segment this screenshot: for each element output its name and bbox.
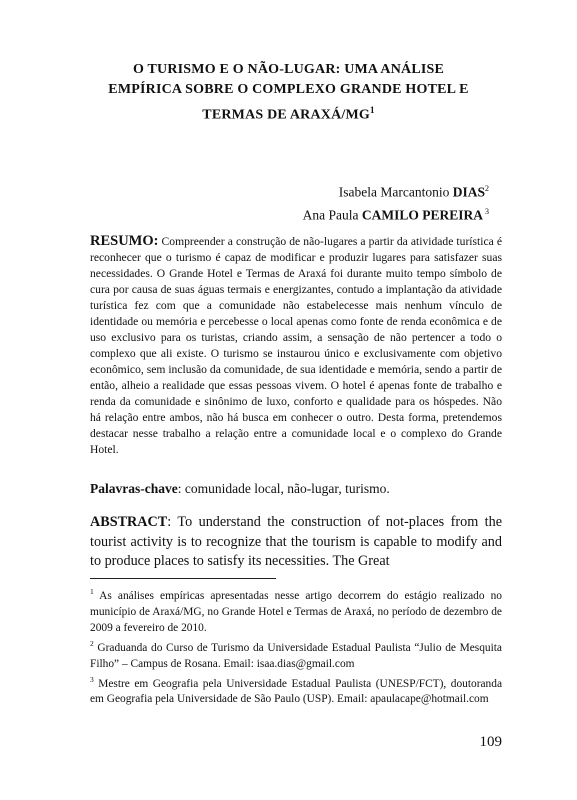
abstract-paragraph — [90, 513, 502, 572]
footnote-separator — [90, 578, 276, 579]
keywords-label: Palavras-chave — [90, 481, 178, 496]
abstract-label: ABSTRACT — [90, 514, 168, 530]
author-2 — [303, 202, 489, 225]
keywords-paragraph — [90, 480, 502, 498]
author-1-first: Isabela Marcantonio — [338, 184, 453, 200]
author-1 — [303, 179, 489, 202]
footnote-1-ref: 1 — [90, 587, 94, 596]
author-1-ref: 2 — [485, 184, 489, 193]
footnote-3 — [90, 672, 502, 708]
title-line-2: EMPÍRICA SOBRE O COMPLEXO GRANDE HOTEL E — [108, 82, 469, 97]
keywords-text: : comunidade local, não-lugar, turismo. — [177, 481, 390, 496]
author-list — [303, 179, 489, 224]
title-line-3 — [90, 100, 487, 126]
resumo-label: RESUMO: — [90, 233, 159, 249]
page-number: 109 — [479, 734, 502, 750]
footnote-1-text: As análises empíricas apresentadas nesse artigo decorrem do estágio realizado no município de Araxá/MG, no Grande Hotel e Termas de Araxá, no período de dezembro de 2009 a fevereiro de 2010. — [90, 589, 502, 634]
abstract-text: : To understand the construction of not-places from the tourist activity is to recognize that the tourism is capable to modify and to produce places to satisfy its necessities. The Great — [90, 514, 502, 569]
author-2-first: Ana Paula — [302, 207, 362, 222]
author-2-ref: 3 — [483, 206, 489, 216]
footnote-1 — [90, 584, 502, 636]
footnote-2-text: Graduanda do Curso de Turismo da Universidade Estadual Paulista “Julio de Mesquita Filho” – Campus de Rosana. Email: isaa.dias@gmail.com — [90, 641, 502, 670]
resumo-paragraph — [90, 233, 502, 458]
author-1-last: DIAS — [452, 184, 485, 200]
article-title — [90, 60, 487, 126]
footnote-2-ref: 2 — [90, 638, 94, 648]
footnotes — [90, 584, 502, 707]
title-line-3-text: TERMAS DE ARAXÁ/MG — [202, 107, 370, 123]
footnote-3-ref: 3 — [90, 674, 94, 684]
title-line-1: O TURISMO E O NÃO-LUGAR: UMA ANÁLISE — [132, 62, 445, 77]
title-footnote-ref: 1 — [370, 105, 375, 115]
footnote-3-text: Mestre em Geografia pela Universidade Estadual Paulista (UNESP/FCT), doutoranda em Geografia pela Universidade de São Paulo (USP). Email: apaulacape@hotmail.com — [90, 677, 502, 706]
footnote-2 — [90, 636, 502, 672]
resumo-text: Compreender a construção de não-lugares a partir da atividade turística é reconhecer que o turismo é capaz de modificar e produzir lugares para satisfazer suas necessidades. O Grande Hotel e Termas de Araxá foi durante muito tempo símbolo de cura por causa de suas águas termais e energizantes, contudo a implantação da atividade turística fez com que a comunidade não estabelecesse mais nenhum vínculo de identidade ou memória e percebesse o local apenas como fonte de renda econômica e de uso exclusivo para os turistas, criando assim, a sensação de não pertencer a todo o complexo que ali existe. O turismo se instaurou único e exclusivamente com objetivo econômico, sem inclusão da comunidade, de sua identidade e memória, sendo a partir de então, alheio a realidade que essas pessoas vivem. O hotel é apenas fonte de trabalho e renda da comunidade e sinônimo de luxo, conforto e qualidade para os hóspedes. Não há relação entre ambos, não há busca em conhecer o outro. Desta forma, pretendemos destacar nesse trabalho a relação entre a comunidade local e o complexo do Grande Hotel. — [90, 235, 502, 456]
author-2-last: CAMILO PEREIRA — [361, 207, 483, 222]
